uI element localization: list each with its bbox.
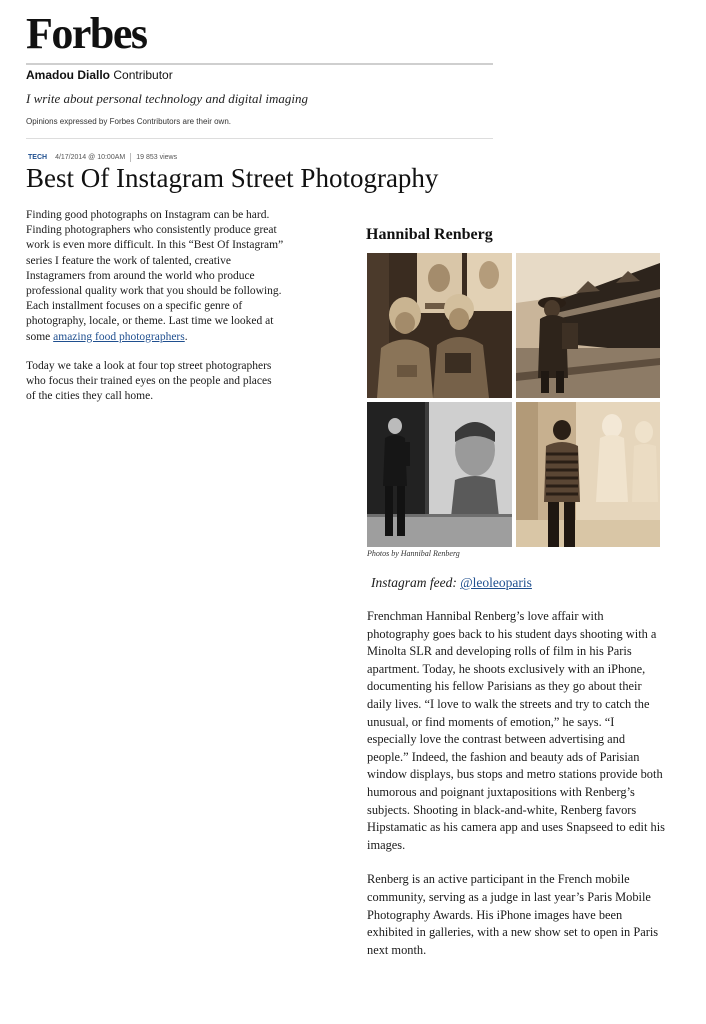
author-role: Contributor [113, 68, 173, 82]
photo-caption: Photos by Hannibal Renberg [367, 549, 460, 558]
photo-elderly-women [367, 253, 512, 398]
feature-paragraph-2: Renberg is an active participant in the French mobile community, serving as a judge in last year’s Paris Mobile Photography Awards. His iPhone images have been exhibited in galleries, with a new show set to open in Paris next month. [367, 872, 659, 957]
intro-text-end: . [184, 330, 188, 343]
author-tagline: I write about personal technology and digital imaging [26, 91, 309, 106]
article-meta [28, 153, 177, 162]
feed-label: Instagram feed: [371, 575, 461, 590]
author-line [26, 68, 173, 82]
intro-text: Finding good photographs on Instagram can be hard. Finding photographers who consistently produce great work is even more difficult. In this “Best Of Instagram” series I feature the work of talented, creative Instagramers from around the world who produce professional quality work that you should be following. Each installment focuses on a specific genre of photography, locale, or theme. Last time we looked at some [26, 209, 284, 343]
article-title: Best Of Instagram Street Photography [26, 163, 439, 193]
photo-man-in-suit [367, 402, 512, 547]
photo-striped-shirt-image [516, 402, 660, 547]
instagram-handle-link[interactable]: @leoleoparis [460, 575, 532, 590]
food-photographers-link[interactable]: amazing food photographers [53, 330, 185, 343]
meta-separator [130, 153, 131, 162]
author-name[interactable]: Amadou Diallo [26, 68, 111, 82]
intro-paragraph [26, 208, 284, 345]
feature-body [367, 608, 667, 976]
article-divider [26, 138, 493, 139]
feature-paragraph-1: Frenchman Hannibal Renberg’s love affair with photography goes back to his student days shooting with a Minolta SLR and developing rolls of film in his Paris apartment. Today, he shoots exclusively with an iPhone, documenting his fellow Parisians as they go about their daily lives. “I love to walk the streets and try to catch the unusual, or find moments of emotion,” he says. “I especially love the contrast between advertising and people.” Indeed, the fashion and beauty ads of Parisian window displays, bus stops and metro stations provide both humorous and poignant juxtapositions with Renberg’s subjects. Shooting in black-and-white, Renberg favors Hipstamatic as his camera app and uses Snapseed to edit his images. [367, 609, 665, 852]
header-divider [26, 63, 493, 65]
photo-train-platform [516, 253, 660, 398]
photographer-name: Hannibal Renberg [366, 226, 493, 243]
photo-train-platform-image [516, 253, 660, 398]
photo-man-in-suit-image [367, 402, 512, 547]
section-tag[interactable]: TECH [28, 154, 48, 161]
photo-striped-shirt [516, 402, 660, 547]
article-intro [26, 208, 284, 418]
photo-elderly-women-image [367, 253, 512, 398]
view-count: 19 853 views [136, 154, 178, 161]
instagram-feed [371, 575, 532, 591]
intro-paragraph-2: Today we take a look at four top street photographers who focus their trained eyes on the people and places of the cities they call home. [26, 359, 272, 403]
forbes-logo[interactable]: Forbes [26, 9, 147, 58]
publish-date: 4/17/2014 @ 10:00AM [55, 154, 126, 161]
contributor-disclaimer: Opinions expressed by Forbes Contributors are their own. [26, 117, 231, 126]
